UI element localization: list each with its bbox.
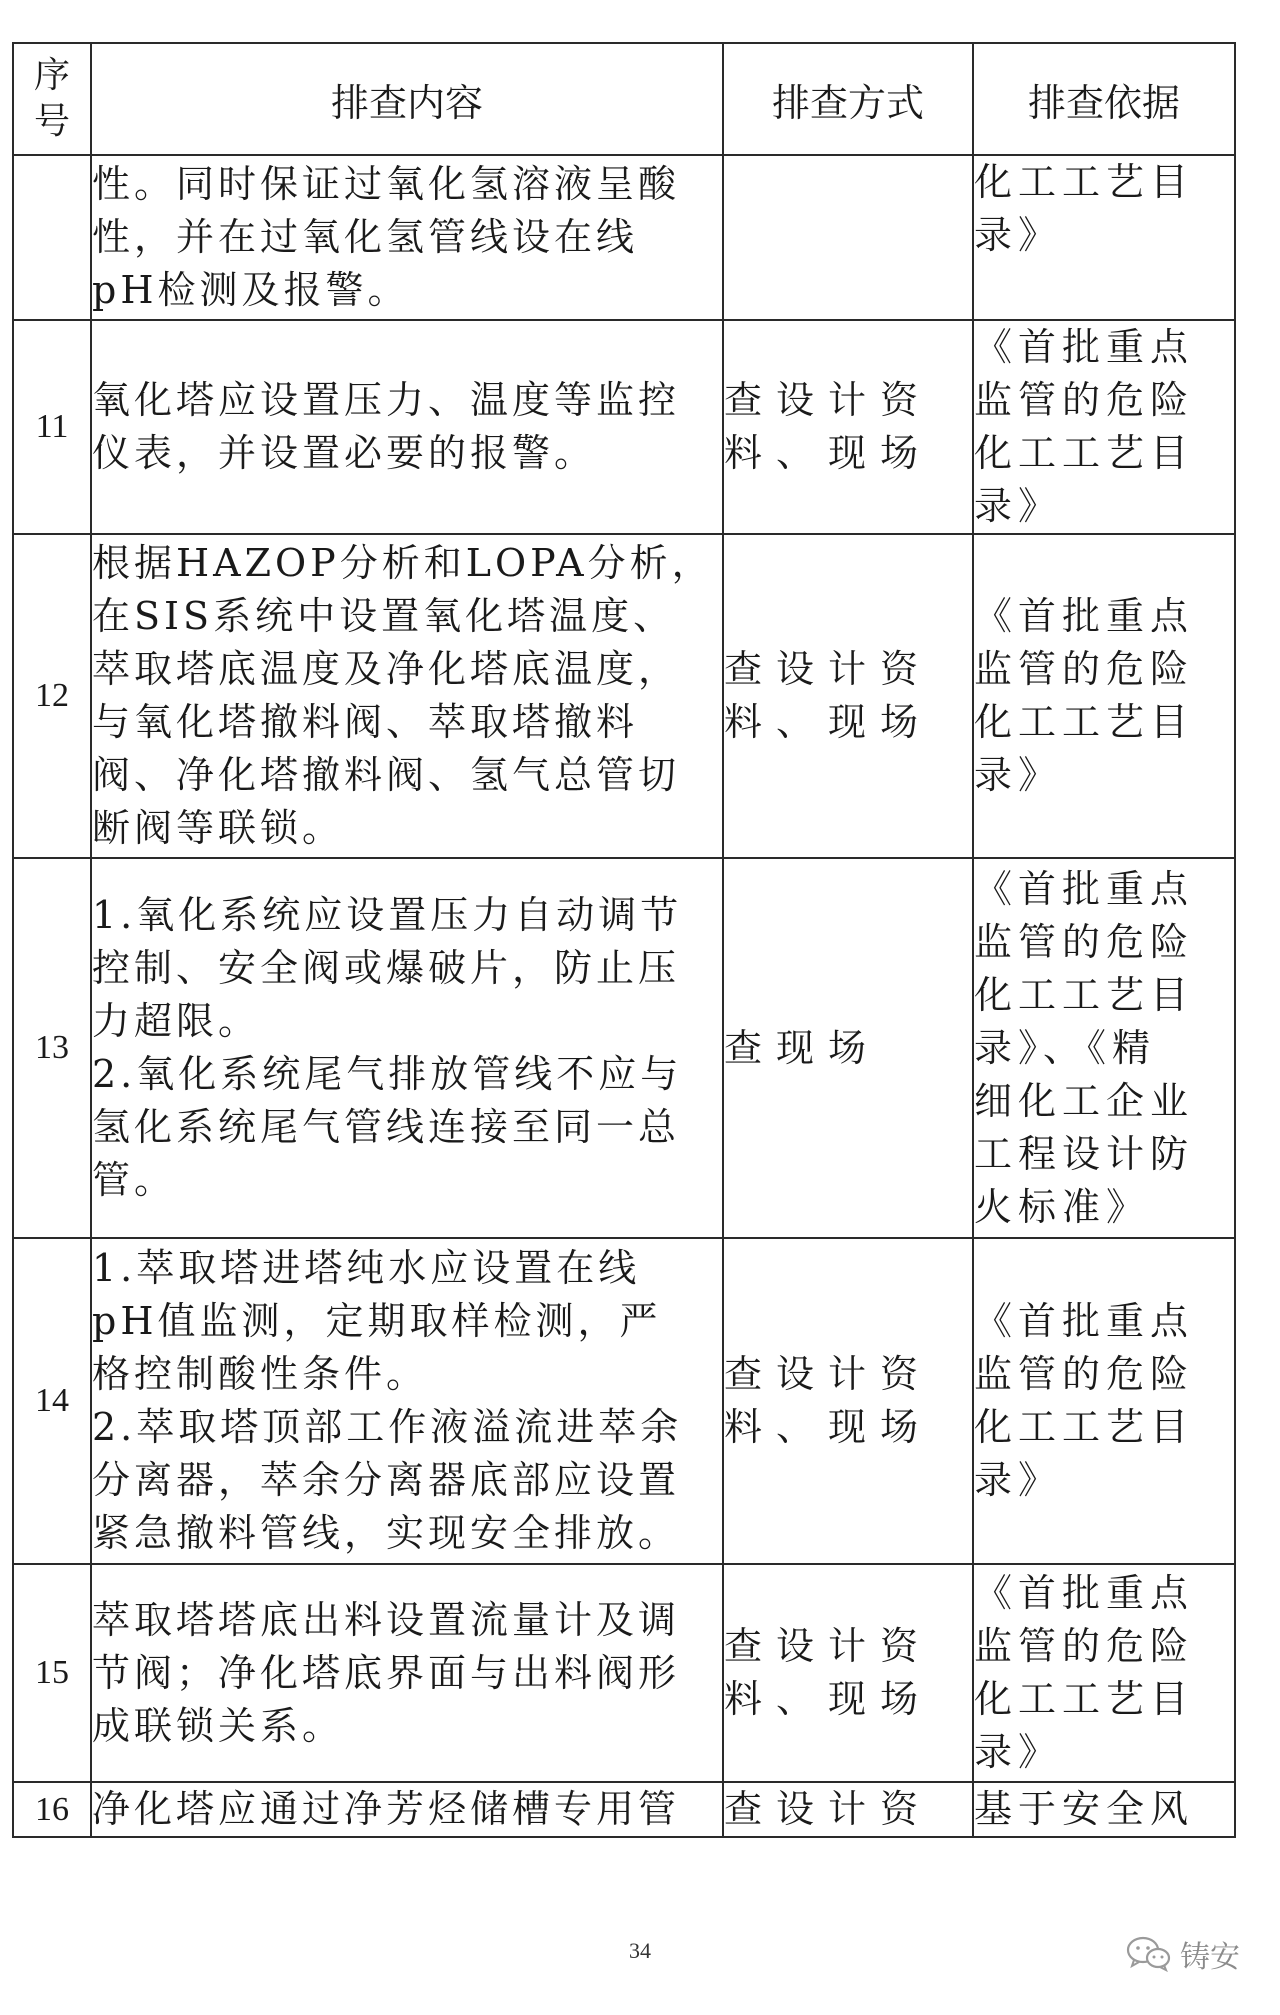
row-basis: 化工工艺目 录》 xyxy=(973,155,1235,320)
header-method: 排查方式 xyxy=(723,43,973,155)
watermark-text: 铸安 xyxy=(1180,1940,1240,1975)
page-number: 34 xyxy=(629,1938,651,1963)
row-method: 查现场 xyxy=(723,858,973,1238)
wechat-icon xyxy=(1126,1935,1172,1973)
row-content: 根据HAZOP分析和LOPA分析， 在SIS系统中设置氧化塔温度、 萃取塔底温度及净化塔底温度， 与氧化塔撤料阀、萃取塔撤料 阀、净化塔撤料阀、氢气总管切 断阀等联锁。 xyxy=(91,534,723,858)
row-basis: 基于安全风 xyxy=(973,1782,1235,1837)
row-basis: 《首批重点 监管的危险 化工工艺目 录》 xyxy=(973,1238,1235,1564)
row-number: 16 xyxy=(13,1782,91,1837)
header-content: 排查内容 xyxy=(91,43,723,155)
row-number: 11 xyxy=(13,320,91,534)
row-method: 查设计资 料、现场 xyxy=(723,534,973,858)
row-method: 查设计资 xyxy=(723,1782,973,1837)
row-content: 1.氧化系统应设置压力自动调节 控制、安全阀或爆破片，防止压 力超限。 2.氧化系统尾气排放管线不应与 氢化系统尾气管线连接至同一总 管。 xyxy=(91,858,723,1238)
row-basis: 《首批重点 监管的危险 化工工艺目 录》、《精 细化工企业 工程设计防 火标准》 xyxy=(973,858,1235,1238)
row-basis: 《首批重点 监管的危险 化工工艺目 录》 xyxy=(973,1564,1235,1782)
row-method xyxy=(723,155,973,320)
row-method: 查设计资 料、现场 xyxy=(723,320,973,534)
header-basis: 排查依据 xyxy=(973,43,1235,155)
table-row xyxy=(13,534,1235,858)
row-number: 12 xyxy=(13,534,91,858)
table-row xyxy=(13,1238,1235,1564)
table-row xyxy=(13,1564,1235,1782)
row-method: 查设计资 料、现场 xyxy=(723,1564,973,1782)
table-header-row xyxy=(13,43,1235,155)
row-method: 查设计资 料、现场 xyxy=(723,1238,973,1564)
table-row xyxy=(13,155,1235,320)
row-content: 萃取塔塔底出料设置流量计及调 节阀；净化塔底界面与出料阀形 成联锁关系。 xyxy=(91,1564,723,1782)
row-number: 13 xyxy=(13,858,91,1238)
row-content: 净化塔应通过净芳烃储槽专用管 xyxy=(91,1782,723,1837)
row-basis: 《首批重点 监管的危险 化工工艺目 录》 xyxy=(973,320,1235,534)
table-row xyxy=(13,1782,1235,1837)
row-content: 1.萃取塔进塔纯水应设置在线 pH值监测，定期取样检测，严 格控制酸性条件。 2.萃取塔顶部工作液溢流进萃余 分离器，萃余分离器底部应设置 紧急撤料管线，实现安全排放。 xyxy=(91,1238,723,1564)
table-row xyxy=(13,858,1235,1238)
inspection-table xyxy=(12,42,1236,1838)
row-number: 14 xyxy=(13,1238,91,1564)
row-number: 15 xyxy=(13,1564,91,1782)
row-content: 性。同时保证过氧化氢溶液呈酸 性，并在过氧化氢管线设在线 pH检测及报警。 xyxy=(91,155,723,320)
row-content: 氧化塔应设置压力、温度等监控 仪表，并设置必要的报警。 xyxy=(91,320,723,534)
row-basis: 《首批重点 监管的危险 化工工艺目 录》 xyxy=(973,534,1235,858)
header-no: 序 号 xyxy=(13,43,91,155)
watermark xyxy=(1126,1932,1240,1976)
table-row xyxy=(13,320,1235,534)
row-number xyxy=(13,155,91,320)
